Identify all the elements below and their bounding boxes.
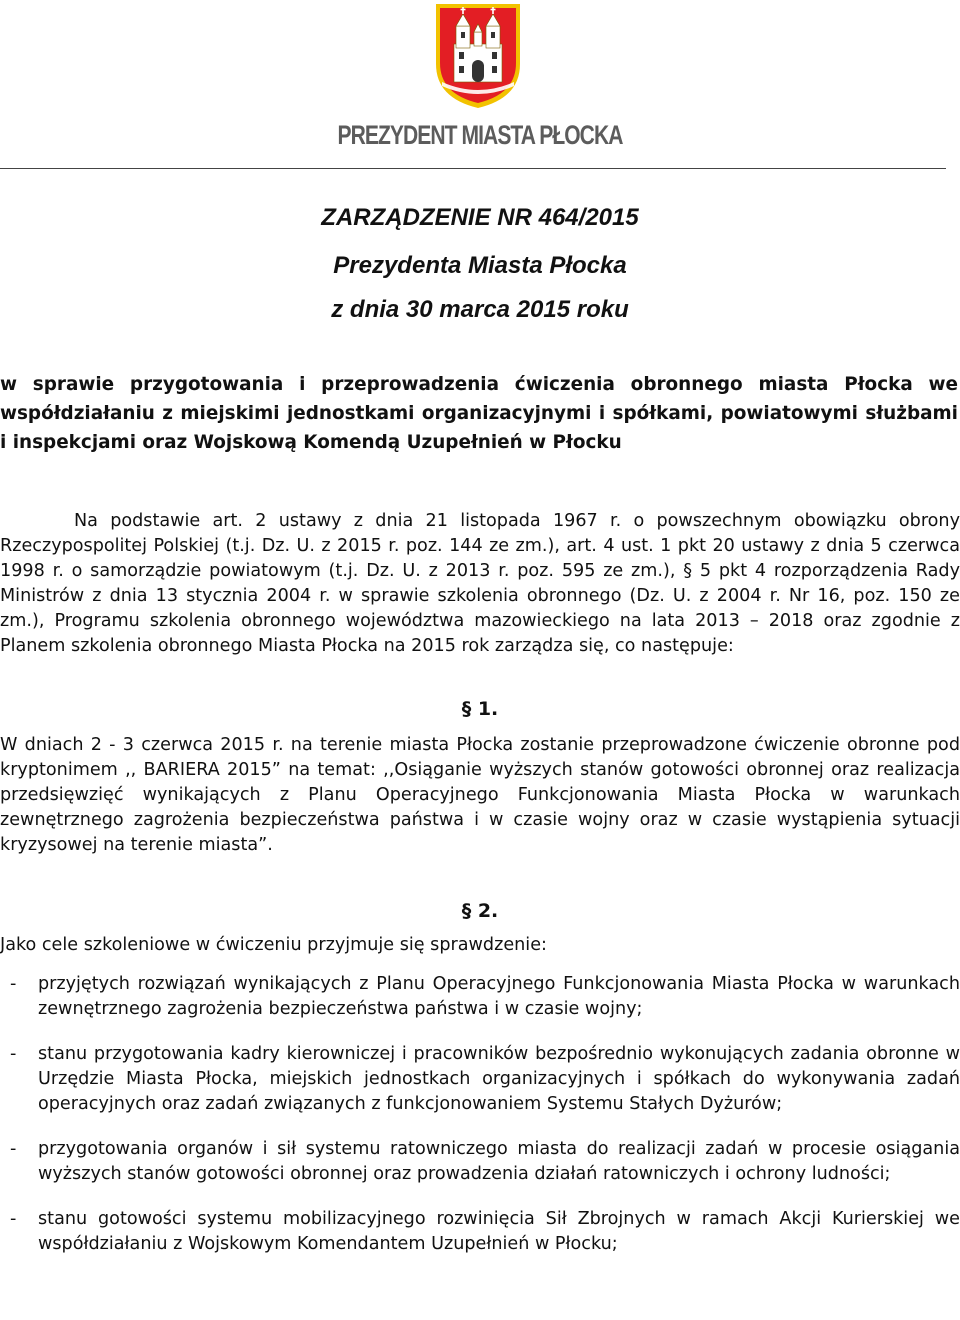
office-header: PREZYDENT MIASTA PŁOCKA bbox=[337, 120, 623, 150]
ordinance-subject: w sprawie przygotowania i przeprowadzenia ćwiczenia obronnego miasta Płocka we współdziałaniu z miejskimi jednostkami organizacyjnymi i spółkami, powiatowymi służbami i inspekcjami oraz Wojskową Komendą Uzupełnień w Płocku bbox=[0, 374, 958, 453]
list-item bbox=[0, 972, 960, 1022]
section-2-heading: § 2. bbox=[461, 900, 499, 922]
section-1-text: W dniach 2 - 3 czerwca 2015 r. na terenie miasta Płocka zostanie przeprowadzone ćwiczenie obronne pod kryptonimem ,, BARIERA 2015” na temat: ,,Osiąganie wyższych stanów gotowości obronnej oraz realizacja przedsięwzięć wynikających z Planu Operacyjnego Funkcjonowania Miasta Płocka w warunkach zewnętrznego zagrożenia bezpieczeństwa państwa i w czasie wojny oraz w czasie wystąpienia sytuacji kryzysowej na terenie miasta”. bbox=[0, 735, 960, 855]
bullet-dash: - bbox=[10, 974, 17, 994]
list-item-text: przygotowania organów i sił systemu ratowniczego miasta do realizacji zadań w procesie osiągania wyższych stanów gotowości obronnej oraz prowadzenia działań ratowniczych i ochrony ludności; bbox=[38, 1139, 960, 1184]
bullet-dash: - bbox=[10, 1044, 17, 1064]
plock-coat-of-arms-icon bbox=[434, 2, 522, 110]
section-1-heading: § 1. bbox=[461, 698, 499, 720]
issuer-line: Prezydenta Miasta Płocka bbox=[333, 252, 627, 279]
list-item bbox=[0, 1042, 960, 1117]
bullet-dash: - bbox=[10, 1139, 17, 1159]
list-item-text: przyjętych rozwiązań wynikających z Planu Operacyjnego Funkcjonowania Miasta Płocka w warunkach zewnętrznego zagrożenia bezpieczeństwa państwa i w czasie wojny; bbox=[38, 974, 960, 1019]
section-2-intro: Jako cele szkoleniowe w ćwiczeniu przyjmuje się sprawdzenie: bbox=[0, 935, 547, 955]
header-divider bbox=[0, 168, 946, 169]
bullet-dash: - bbox=[10, 1209, 17, 1229]
training-goals-list bbox=[0, 972, 960, 1277]
ordinance-number: ZARZĄDZENIE NR 464/2015 bbox=[321, 204, 639, 231]
list-item bbox=[0, 1207, 960, 1257]
list-item-text: stanu gotowości systemu mobilizacyjnego rozwinięcia Sił Zbrojnych w ramach Akcji Kurierskiej we współdziałaniu z Wojskowym Komendantem Uzupełnień w Płocku; bbox=[38, 1209, 960, 1254]
list-item-text: stanu przygotowania kadry kierowniczej i pracowników bezpośrednio wykonujących zadania obronne w Urzędzie Miasta Płocka, miejskich jednostkach organizacyjnych i spółkach do wykonywania zadań operacyjnych oraz zadań związanych z funkcjonowaniem Systemu Stałych Dyżurów; bbox=[38, 1044, 960, 1114]
legal-basis-paragraph: Na podstawie art. 2 ustawy z dnia 21 listopada 1967 r. o powszechnym obowiązku obrony Rzeczypospolitej Polskiej (t.j. Dz. U. z 2015 r. poz. 144 ze zm.), art. 4 ust. 1 pkt 20 ustawy z dnia 5 czerwca 1998 r. o samorządzie powiatowym (t.j. Dz. U. z 2013 r. poz. 595 ze zm.), § 5 pkt 4 rozporządzenia Rady Ministrów z dnia 13 stycznia 2004 r. w sprawie szkolenia obronnego (Dz. U. z 2004 r. Nr 16, poz. 150 ze zm.), Programu szkolenia obronnego województwa mazowieckiego na lata 2013 – 2018 oraz zgodnie z Planem szkolenia obronnego Miasta Płocka na 2015 rok zarządza się, co następuje: bbox=[0, 511, 960, 656]
list-item bbox=[0, 1137, 960, 1187]
date-line: z dnia 30 marca 2015 roku bbox=[331, 296, 629, 323]
